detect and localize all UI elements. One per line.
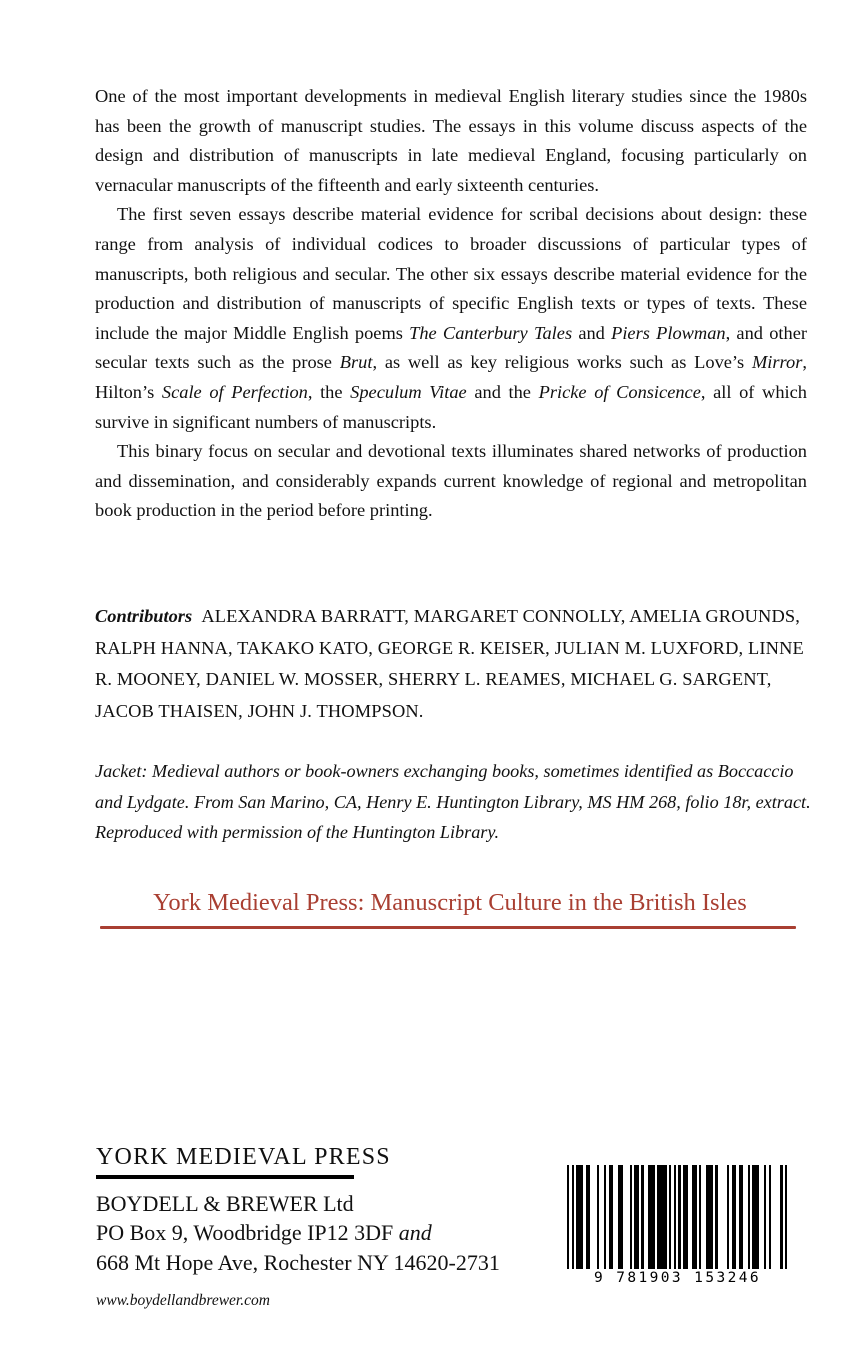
- contributors-label: Contributors: [95, 606, 193, 626]
- imprint-block: [96, 1143, 526, 1311]
- imprint-website: www.boydellandbrewer.com: [96, 1292, 270, 1309]
- contributors-block: [95, 601, 811, 727]
- blurb-text-block: [95, 82, 807, 526]
- jacket-credit: Jacket: Medieval authors or book-owners exchanging books, sometimes identified as Boccaccio and Lydgate. From San Marino, CA, Henry E. Huntington Library, MS HM 268, folio 18r, extract. Reproduced with permission of the Huntington Library.: [95, 761, 811, 842]
- barcode-digits: 9 781903 153246: [594, 1270, 761, 1286]
- barcode: [567, 1165, 788, 1286]
- imprint-address-us: 668 Mt Hope Ave, Rochester NY 14620-2731: [96, 1249, 500, 1275]
- contributors-names: ALEXANDRA BARRATT, MARGARET CONNOLLY, AMELIA GROUNDS, RALPH HANNA, TAKAKO KATO, GEORGE R. KEISER, JULIAN M. LUXFORD, LINNE R. MOONEY, DANIEL W. MOSSER, SHERRY L. REAMES, MICHAEL G. SARGENT, JACOB THAISEN, JOHN J. THOMPSON.: [95, 606, 804, 721]
- imprint-address-conjunction: and: [398, 1220, 432, 1245]
- imprint-address-uk: [96, 1218, 526, 1248]
- imprint-rule: [96, 1175, 354, 1179]
- series-rule: [100, 926, 796, 929]
- imprint-name: YORK MEDIEVAL PRESS: [96, 1144, 391, 1170]
- imprint-address-block: [96, 1189, 526, 1278]
- imprint-address-uk-text: PO Box 9, Woodbridge IP12 3DF: [96, 1220, 399, 1245]
- blurb-paragraph-2: The first seven essays describe material evidence for scribal decisions about design: these range from analysis of individual codices to broader discussions of particular types of manuscripts, both religious and secular. The other six essays describe material evidence for the production and distribution of manuscripts of specific English texts or types of texts. These include the major Middle English poems The Canterbury Tales and Piers Plowman, and other secular texts such as the prose Brut, as well as key religious works such as Love’s Mirror, Hilton’s Scale of Perfection, the Speculum Vitae and the Pricke of Consicence, all of which survive in significant numbers of manuscripts.: [95, 204, 807, 432]
- series-title: York Medieval Press: Manuscript Culture in the British Isles: [153, 889, 747, 916]
- imprint-company: BOYDELL & BREWER Ltd: [96, 1190, 354, 1216]
- barcode-bars: [567, 1165, 788, 1269]
- blurb-paragraph-3: This binary focus on secular and devotional texts illuminates shared networks of production and dissemination, and considerably expands current knowledge of regional and metropolitan book production in the period before printing.: [95, 441, 807, 521]
- series-block: [100, 887, 800, 929]
- blurb-paragraph-1: One of the most important developments in medieval English literary studies since the 1980s has been the growth of manuscript studies. The essays in this volume discuss aspects of the design and distribution of manuscripts in late medieval England, focusing particularly on vernacular manuscripts of the fifteenth and early sixteenth centuries.: [95, 86, 807, 195]
